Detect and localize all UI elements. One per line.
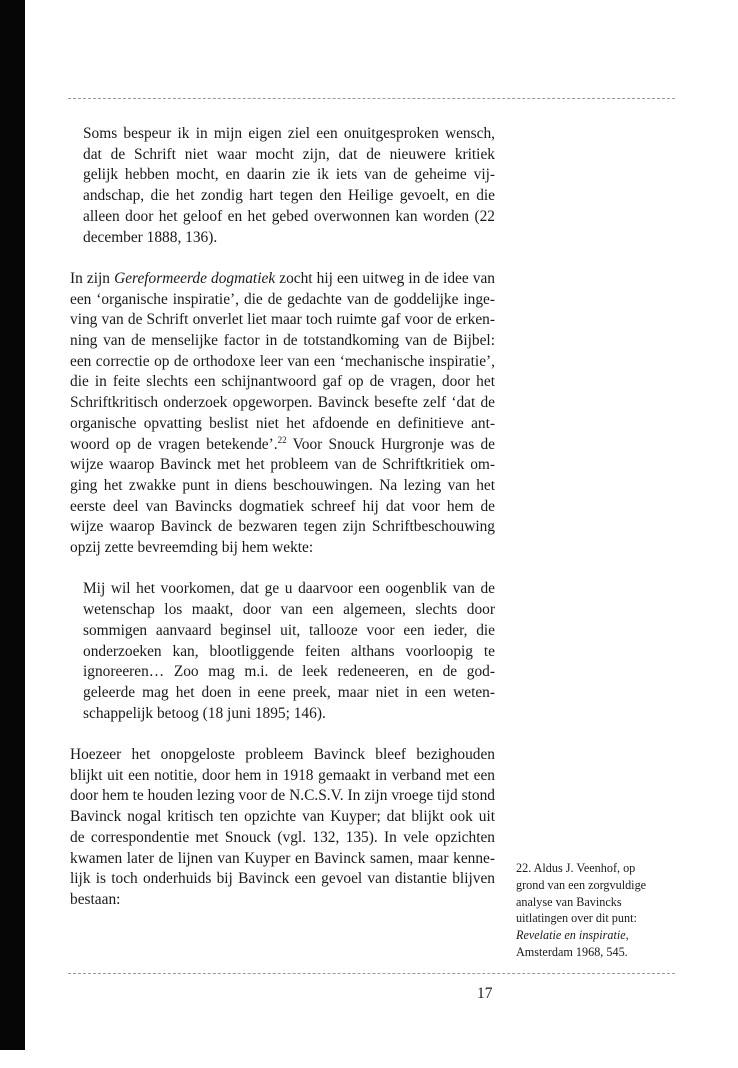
- paragraph-line: Bavinck nogal kritisch ten opzichte van Kuyper; dat blijkt ook uit: [70, 808, 495, 826]
- paragraph-line: [70, 435, 495, 456]
- paragraph-line: die in feite slechts een schijnantwoord gaf op de vragen, door het: [70, 373, 495, 391]
- paragraph-line: Hoezeer het onopgeloste probleem Bavinck bleef bezighouden: [70, 746, 495, 764]
- paragraph-line: [70, 269, 495, 290]
- footnote-line: [516, 927, 686, 944]
- paragraph-line: ving van de Schrift onverlet liet maar toch ruimte gaf voor de erken-: [70, 311, 495, 329]
- quote-line: sommigen aanvaard beginsel uit, tallooze voor een ieder, die: [83, 621, 495, 639]
- quote-line: december 1888, 136).: [83, 228, 218, 246]
- quote-line: schappelijk betoog (18 juni 1895; 146).: [83, 704, 326, 722]
- footnote-reference[interactable]: 22: [277, 434, 287, 445]
- footnote-line: grond van een zorgvuldige: [516, 877, 647, 892]
- paragraph-line: lijk is toch onderhuids bij Bavinck een gevoel van distantie blijven: [70, 870, 495, 888]
- quote-line: onderzoeken kan, blootliggende feiten althans voorloopig te: [83, 642, 495, 660]
- paragraph-line: organische opvatting beslist niet het afdoende en definitieve ant-: [70, 414, 495, 432]
- footnote-book-title: Revelatie en inspiratie: [516, 928, 626, 943]
- paragraph-line: door hem te houden lezing voor de N.C.S.V. In zijn vroege tijd stond: [70, 787, 495, 805]
- quote-line: ignoreeren… Zoo mag m.i. de leek redeneeren, en de god-: [83, 663, 495, 681]
- footer-rule: [68, 973, 675, 974]
- text-run: ,: [625, 928, 629, 943]
- body-paragraph-2: [70, 745, 495, 911]
- quote-line: wetenschap los maakt, door van een algemeen, slechts door: [83, 601, 495, 619]
- quote-line: Soms bespeur ik in mijn eigen ziel een onuitgesproken wensch,: [83, 125, 495, 142]
- quote-line: alleen door het geloof en het gebed overwonnen kan worden (22: [83, 207, 495, 225]
- header-rule: [68, 98, 675, 99]
- quote-line: andschap, die het zondig hart tegen den Heilige gevoelt, en die: [83, 187, 495, 205]
- footnote-line: analyse van Bavincks: [516, 894, 622, 909]
- block-quote-2: [70, 579, 495, 724]
- paragraph-line: Schriftkritisch onderzoek opgeworpen. Bavinck besefte zelf ‘dat de: [70, 394, 495, 412]
- paragraph-line: een correctie op de orthodoxe leer van een ‘mechanische inspiratie’,: [70, 352, 495, 370]
- text-run: In zijn: [70, 269, 115, 287]
- quote-line: Mij wil het voorkomen, dat ge u daarvoor een oogenblik van de: [83, 580, 495, 598]
- paragraph-line: wijze waarop Bavinck de bezwaren tegen zijn Schriftbeschouwing: [70, 518, 495, 536]
- text-run: woord op de vragen betekende’.: [70, 435, 278, 453]
- paragraph-line: ging het zwakke punt in diens beschouwingen. Na lezing van het: [70, 476, 495, 494]
- scan-binding-edge: [0, 0, 25, 1050]
- footnote-line: 22. Aldus J. Veenhof, op: [516, 861, 636, 875]
- footnote-line: Amsterdam 1968, 545.: [516, 944, 628, 959]
- paragraph-line: kwamen later de lijnen van Kuyper en Bavinck samen, maar kenne-: [70, 849, 495, 867]
- text-run: zocht hij een uitweg in de idee van: [275, 269, 495, 287]
- paragraph-line: wijze waarop Bavinck met het probleem van de Schriftkritiek om-: [70, 456, 495, 474]
- block-quote-1: [70, 124, 495, 248]
- paragraph-line: bestaan:: [70, 890, 121, 908]
- paragraph-line: blijkt uit een notitie, door hem in 1918 gemaakt in verband met een: [70, 766, 495, 784]
- paragraph-line: eerste deel van Bavincks dogmatiek schreef hij dat voor hem de: [70, 497, 495, 515]
- footnote-line: uitlatingen over dit punt:: [516, 911, 637, 926]
- main-text-column: [70, 124, 495, 911]
- book-title: Gereformeerde dogmatiek: [114, 269, 276, 287]
- paragraph-line: ning van de menselijke factor in de totstandkoming van de Bijbel:: [70, 332, 495, 350]
- paragraph-line: de correspondentie met Snouck (vgl. 132, 135). In vele opzichten: [70, 828, 495, 846]
- paragraph-line: een ‘organische inspiratie’, die de gedachte van de goddelijke inge-: [70, 290, 495, 308]
- paragraph-line: opzij zette bevreemding bij hem wekte:: [70, 539, 314, 557]
- margin-footnote: [516, 860, 686, 961]
- page-number: 17: [477, 985, 493, 1002]
- quote-line: gelijk hebben mocht, en daarin zie ik iets van de geheime vij-: [83, 166, 495, 184]
- quote-line: dat de Schrift niet waar mocht zijn, dat de nieuwere kritiek: [83, 145, 495, 163]
- body-paragraph-1: [70, 269, 495, 559]
- quote-line: geleerde mag het doen in eene preek, maar niet in een weten-: [83, 683, 495, 701]
- text-run: Voor Snouck Hurgronje was de: [286, 435, 495, 453]
